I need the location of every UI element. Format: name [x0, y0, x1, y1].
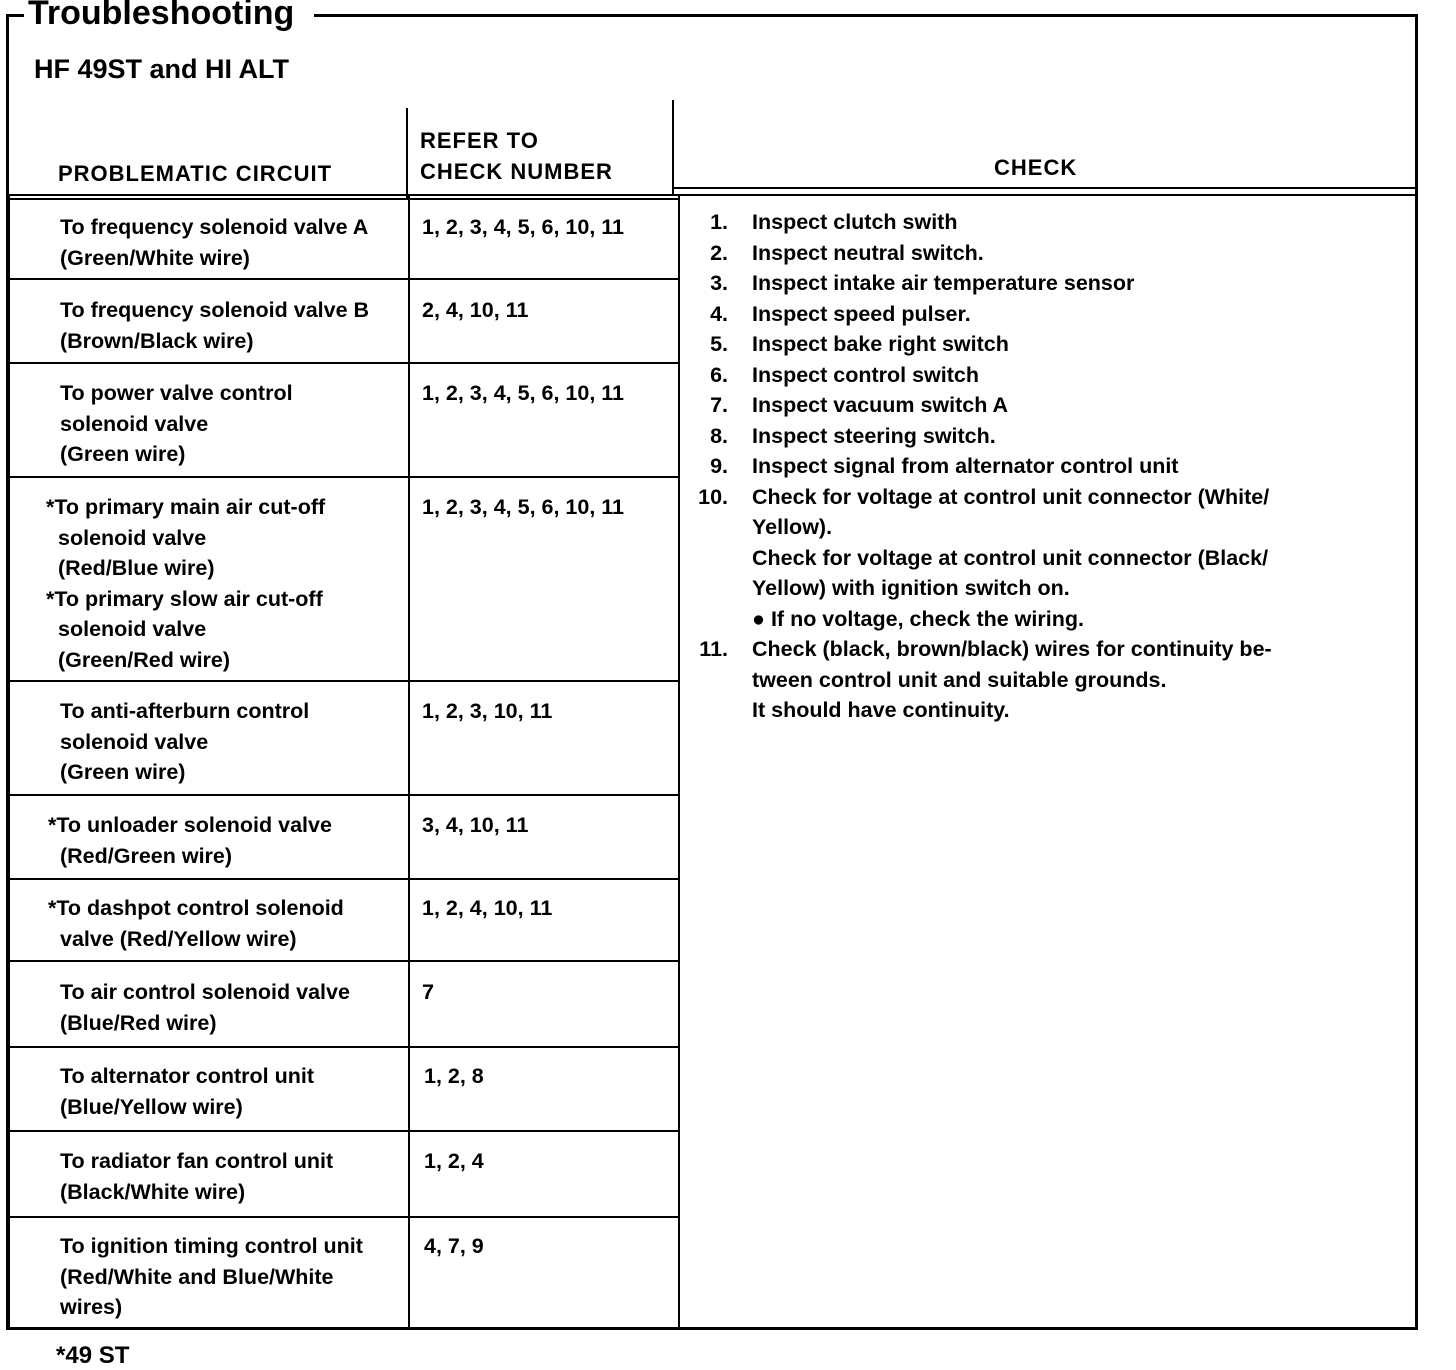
table-row-circuit [48, 810, 332, 871]
table-row-circuit [60, 295, 369, 356]
table-row-refer: 1, 2, 8 [424, 1064, 484, 1088]
check-text: Inspect speed pulser. [752, 301, 971, 326]
header-bottom-line [8, 194, 1418, 196]
circuit-line: To radiator fan control unit [60, 1149, 334, 1173]
circuit-line: (Blue/Red wire) [60, 1010, 217, 1035]
check-number: 6. [710, 362, 728, 387]
circuit-line: (Red/White and Blue/White [60, 1264, 334, 1289]
check-text: Inspect control switch [752, 362, 979, 387]
table-row-circuit [60, 977, 350, 1038]
check-number: 10. [698, 484, 728, 509]
table-row-refer: 1, 2, 4 [424, 1149, 484, 1173]
table-row-refer: 1, 2, 3, 10, 11 [422, 699, 553, 723]
list-item [686, 268, 1376, 299]
table-row-refer: 3, 4, 10, 11 [422, 813, 529, 837]
table-row-circuit [60, 378, 293, 470]
circuit-line: (Red/Blue wire) [58, 556, 215, 580]
row-line-7 [10, 960, 678, 962]
circuit-line: (Green wire) [60, 442, 186, 466]
table-row-circuit [60, 1146, 333, 1207]
table-row-circuit [46, 492, 325, 675]
table-row-refer: 2, 4, 10, 11 [422, 298, 529, 322]
check-list [686, 207, 1376, 726]
row-line-4 [10, 680, 678, 682]
check-text: Yellow) with ignition switch on. [752, 576, 1070, 600]
col-divider-2 [678, 196, 680, 1330]
check-number: 2. [710, 240, 728, 265]
check-text: Inspect intake air temperature sensor [752, 271, 1135, 295]
table-row-circuit [60, 1061, 314, 1122]
list-item [686, 360, 1376, 391]
check-number: 5. [710, 332, 728, 356]
circuit-line: *To primary slow air cut-off [46, 586, 323, 611]
check-number: 8. [710, 423, 728, 448]
row-line-1 [10, 278, 678, 280]
list-item [686, 482, 1376, 635]
row-line-6 [10, 878, 678, 880]
row-line-9 [10, 1130, 678, 1132]
circuit-line: solenoid valve [60, 729, 209, 754]
list-item [686, 207, 1376, 238]
check-text: Inspect signal from alternator control unit [752, 454, 1179, 478]
header-check-number: CHECK NUMBER [420, 159, 613, 184]
list-item [686, 634, 1376, 726]
check-number: 4. [710, 301, 728, 326]
circuit-line: *To primary main air cut-off [46, 495, 326, 519]
check-number: 1. [710, 210, 728, 234]
circuit-line: (Brown/Black wire) [60, 328, 254, 353]
row-line-3 [10, 476, 678, 478]
circuit-line: (Green wire) [60, 760, 186, 784]
list-item [686, 451, 1376, 482]
circuit-line: To alternator control unit [60, 1064, 315, 1088]
check-text: Inspect steering switch. [752, 423, 996, 448]
circuit-line: (Black/White wire) [60, 1179, 246, 1204]
row-line-0 [10, 198, 678, 200]
col-left-edge [8, 196, 10, 1330]
col-divider-1 [408, 196, 410, 1330]
table-row-refer: 7 [422, 980, 434, 1004]
header-divider-2 [672, 100, 674, 196]
frame-top-left-edge [6, 14, 24, 17]
circuit-line: solenoid valve [58, 617, 207, 641]
check-text: Yellow). [752, 515, 833, 539]
check-text: Inspect neutral switch. [752, 240, 984, 265]
circuit-line: (Red/Green wire) [60, 843, 233, 868]
check-text: It should have continuity. [752, 698, 1010, 722]
frame-top-edge [314, 14, 1418, 17]
circuit-line: To ignition timing control unit [60, 1234, 363, 1258]
circuit-line: To air control solenoid valve [60, 980, 350, 1004]
check-number: 3. [710, 271, 728, 295]
circuit-line: *To unloader solenoid valve [48, 813, 332, 837]
row-line-10 [10, 1216, 678, 1218]
footnote: *49 ST [56, 1342, 130, 1369]
row-line-8 [10, 1046, 678, 1048]
check-header-line [672, 187, 1418, 189]
table-row-circuit [60, 212, 368, 273]
table-row-refer: 1, 2, 4, 10, 11 [422, 896, 553, 920]
check-text: Inspect clutch swith [752, 210, 958, 234]
check-text: Check for voltage at control unit connector (Black/ [752, 545, 1269, 570]
check-text: Inspect vacuum switch A [752, 393, 1009, 417]
circuit-line: solenoid valve [58, 525, 207, 550]
table-row-circuit [60, 1231, 363, 1323]
table-row-refer: 1, 2, 3, 4, 5, 6, 10, 11 [422, 381, 625, 405]
list-item [686, 390, 1376, 421]
table-row-refer: 4, 7, 9 [424, 1234, 484, 1258]
list-item [686, 238, 1376, 269]
table-row-circuit [60, 696, 309, 788]
circuit-line: To frequency solenoid valve B [60, 298, 370, 322]
circuit-line: (Green/Red wire) [58, 647, 231, 672]
list-item [686, 299, 1376, 330]
list-item [686, 421, 1376, 452]
header-check: CHECK [994, 155, 1078, 180]
check-number: 7. [710, 393, 728, 417]
circuit-line: wires) [60, 1295, 123, 1319]
list-item [686, 329, 1376, 360]
circuit-line: To frequency solenoid valve A [60, 215, 369, 239]
circuit-line: (Blue/Yellow wire) [60, 1094, 243, 1119]
check-number: 11. [699, 637, 728, 661]
table-row-refer: 1, 2, 3, 4, 5, 6, 10, 11 [422, 495, 625, 519]
circuit-line: valve (Red/Yellow wire) [60, 926, 297, 951]
header-refer-to: REFER TO [420, 128, 539, 153]
check-text: Inspect bake right switch [752, 332, 1009, 356]
check-bullet-note: ● If no voltage, check the wiring. [752, 606, 1084, 631]
circuit-line: To anti-afterburn control [60, 699, 310, 723]
row-line-2 [10, 362, 678, 364]
header-divider-1 [406, 108, 408, 200]
page-subtitle: HF 49ST and HI ALT [34, 54, 290, 84]
header-problematic-circuit: PROBLEMATIC CIRCUIT [58, 161, 333, 186]
circuit-line: solenoid valve [60, 411, 209, 436]
check-text: Check (black, brown/black) wires for continuity be- [752, 637, 1272, 661]
circuit-line: (Green/White wire) [60, 245, 250, 270]
check-text: Check for voltage at control unit connector (White/ [752, 484, 1270, 509]
table-row-circuit [48, 893, 344, 954]
circuit-line: *To dashpot control solenoid [48, 896, 344, 920]
row-line-5 [10, 794, 678, 796]
table-row-refer: 1, 2, 3, 4, 5, 6, 10, 11 [422, 215, 625, 239]
page-title: Troubleshooting [28, 0, 295, 32]
check-text: tween control unit and suitable grounds. [752, 667, 1167, 692]
check-number: 9. [710, 454, 728, 478]
circuit-line: To power valve control [60, 381, 293, 405]
